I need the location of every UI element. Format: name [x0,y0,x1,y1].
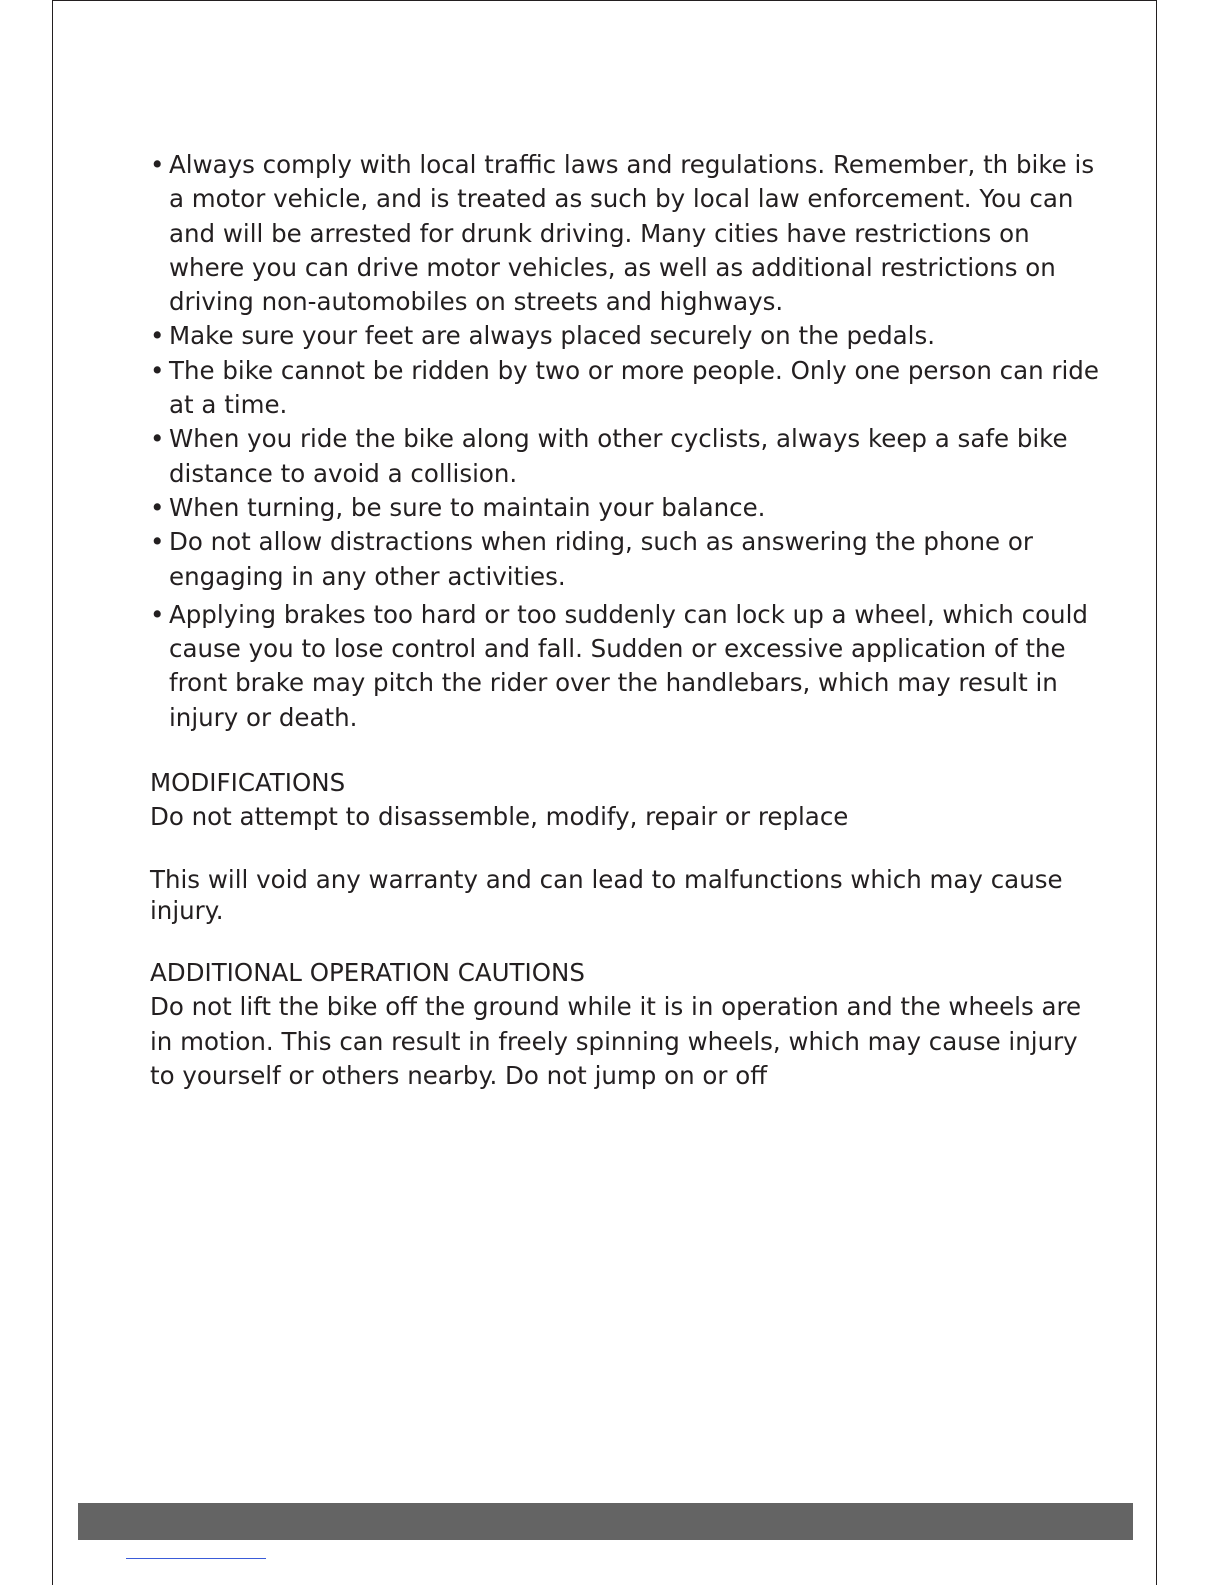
bullet-brakes: • Applying brakes too hard or too suddenly can lock up a wheel, which could cause you to lose control and fall. Sudden or excessive application of the front brake may pitch the rider over the handlebars, which may result in injury or death. [150,598,1100,735]
bullet-traffic-laws: • Always comply with local traffic laws and regulations. Remember, th bike is a motor vehicle, and is treated as such by local law enforcement. You can and will be arrested for drunk driving. Many cities have restrictions on where you can drive motor vehicles, as well as additional restrictions on driving non-automobiles on streets and highways. [150,148,1100,319]
additional-cautions-text: Do not lift the bike off the ground while it is in operation and the wheels are in motion. This can result in freely spinning wheels, which may cause injury to yourself or others nearby. Do not jump on or off [150,992,1082,1090]
bullet-feet-on-pedals: • Make sure your feet are always placed securely on the pedals. [150,319,1100,353]
bullet-safe-distance: • When you ride the bike along with other cyclists, always keep a safe bike distance to avoid a collision. [150,422,1100,491]
page-frame-left [52,0,53,1585]
modifications-text: Do not attempt to disassemble, modify, repair or replace [150,802,849,832]
page-frame-top [52,0,1157,1]
footer-underline [126,1558,266,1559]
manual-content [150,148,1100,1093]
footer-bar [78,1503,1133,1540]
bullet-balance: • When turning, be sure to maintain your balance. [150,491,1100,525]
bullet-single-rider: • The bike cannot be ridden by two or more people. Only one person can ride at a time. [150,354,1100,423]
safety-bullet-list [150,148,1100,735]
modifications-warranty-text: This will void any warranty and can lead to malfunctions which may cause injury. [150,865,1063,926]
page-frame-right [1156,0,1157,1585]
bullet-distractions: • Do not allow distractions when riding, such as answering the phone or engaging in any other activities. [150,525,1100,594]
additional-cautions-heading: ADDITIONAL OPERATION CAUTIONS [150,958,585,988]
modifications-heading: MODIFICATIONS [150,768,346,798]
